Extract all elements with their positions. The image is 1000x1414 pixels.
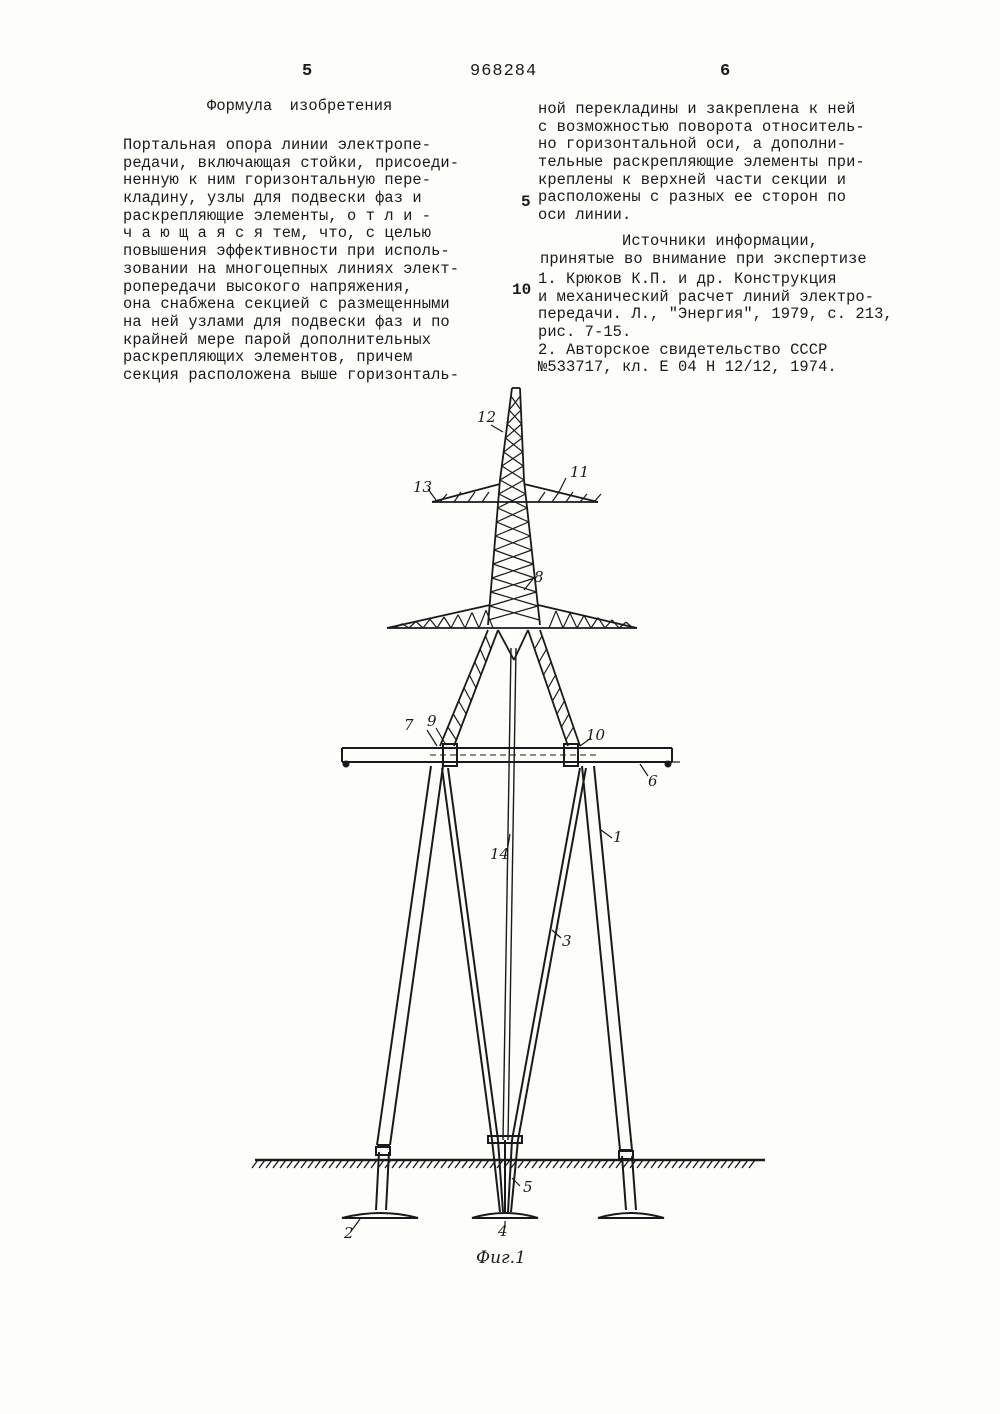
arm-bracing (444, 617, 451, 628)
text-line: 2. Авторское свидетельство СССР (538, 340, 828, 359)
figure-label-6: 6 (648, 772, 658, 790)
arm-bracing (437, 617, 444, 628)
figure-label-13: 13 (413, 478, 433, 496)
leg-bracing (561, 714, 569, 727)
leg-bracing (486, 636, 491, 649)
arm-bracing (556, 611, 563, 628)
arm-bracing (594, 494, 601, 502)
text-line: раскрепляющих элементов, причем (123, 348, 413, 367)
text-line: 1. Крюков К.П. и др. Конструкция (538, 270, 837, 288)
arm-bracing (538, 492, 545, 502)
claims-title: Формула изобретения (207, 97, 393, 115)
patent-number: 968284 (470, 62, 538, 81)
text-line: тельные раскрепляющие элементы при- (538, 153, 865, 172)
arm-bracing (465, 613, 472, 628)
mast-bracing (511, 396, 521, 410)
leg-bracing (480, 649, 486, 662)
text-line: ненную к ним горизонтальную пере- (123, 171, 432, 190)
text-line: Портальная опора линии электропе- (123, 136, 432, 154)
page-number-right: 6 (720, 62, 731, 81)
text-line: она снабжена секцией с размещенными (123, 295, 450, 314)
figure-label-14: 14 (490, 845, 510, 863)
figure-label-7: 7 (404, 716, 414, 734)
text-line: редачи, включающая стойки, присоеди- (123, 153, 460, 172)
arm-bracing (416, 621, 423, 628)
figure-label-8: 8 (534, 568, 544, 586)
arm-bracing (479, 610, 486, 628)
figure-label-10: 10 (586, 726, 606, 744)
figure-label-3: 3 (562, 932, 572, 950)
arm-bracing (430, 619, 437, 628)
arm-bracing (472, 613, 479, 628)
arm-bracing (566, 492, 573, 502)
text-line: ч а ю щ а я с я тем, что, с целью (123, 224, 432, 243)
arm-bracing (468, 492, 475, 502)
figure-caption: Фиг.1 (476, 1248, 526, 1268)
text-line: и механический расчет линий электро- (538, 287, 875, 306)
leg-bracing (548, 675, 556, 688)
leg-bracing (464, 688, 471, 701)
leg-bracing (566, 727, 574, 740)
arm-bracing (482, 492, 489, 502)
figure-label-11: 11 (570, 463, 590, 481)
arm-bracing (591, 618, 598, 628)
text-line: но горизонтальной оси, а дополни- (538, 135, 847, 154)
text-line: повышения эффективности при исполь- (123, 242, 450, 261)
figure-label-1: 1 (613, 828, 623, 846)
arm-bracing (570, 613, 577, 628)
page-number-left: 5 (302, 62, 313, 81)
arm-bracing (454, 492, 461, 502)
text-line: на ней узлами для подвески фаз и по (123, 312, 450, 331)
figure-label-5: 5 (523, 1178, 533, 1196)
figure-label-9: 9 (427, 712, 437, 730)
text-line: ной перекладины и закреплена к ней (538, 100, 856, 118)
leg-bracing (448, 727, 456, 740)
figure-label-2: 2 (344, 1224, 354, 1242)
text-line: креплены к верхней части секции и (538, 170, 847, 189)
figure-label-12: 12 (477, 408, 497, 426)
text-line: раскрепляющие элементы, о т л и - (123, 206, 432, 225)
leg-bracing (475, 662, 481, 675)
arm-bracing (451, 615, 458, 628)
leg-bracing (453, 714, 461, 727)
arm-bracing (458, 615, 465, 628)
leg-bracing (535, 636, 543, 649)
leg-bracing (552, 688, 560, 701)
text-line: передачи. Л., "Энергия", 1979, с. 213, (538, 305, 893, 324)
arm-bracing (563, 613, 570, 628)
leg-bracing (469, 675, 476, 688)
leg-bracing (544, 662, 552, 675)
text-line: оси линии. (538, 206, 632, 225)
text-line: №533717, кл. Е 04 Н 12/12, 1974. (538, 358, 837, 377)
leg-bracing (459, 701, 467, 714)
sources-subtitle: принятые во внимание при экспертизе (540, 250, 867, 268)
sources-title: Источники информации, (622, 232, 819, 250)
margin-line-number: 10 (512, 281, 532, 299)
text-line: зовании на многоцепных линиях элект- (123, 259, 460, 278)
text-line: с возможностью поворота относитель- (538, 117, 865, 136)
text-line: секция расположена выше горизонталь- (123, 365, 460, 384)
leg-bracing (557, 701, 565, 714)
text-line: кладину, узлы для подвески фаз и (123, 189, 422, 208)
arm-bracing (577, 615, 584, 628)
text-line: рис. 7-15. (538, 323, 632, 342)
leg-bracing (539, 649, 547, 662)
margin-line-number: 5 (521, 193, 531, 211)
figure-label-4: 4 (498, 1222, 508, 1240)
text-line: ропередачи высокого напряжения, (123, 277, 413, 296)
text-line: расположены с разных ее сторон по (538, 188, 847, 207)
text-line: крайней мере парой дополнительных (123, 330, 432, 349)
arm-bracing (549, 611, 556, 628)
